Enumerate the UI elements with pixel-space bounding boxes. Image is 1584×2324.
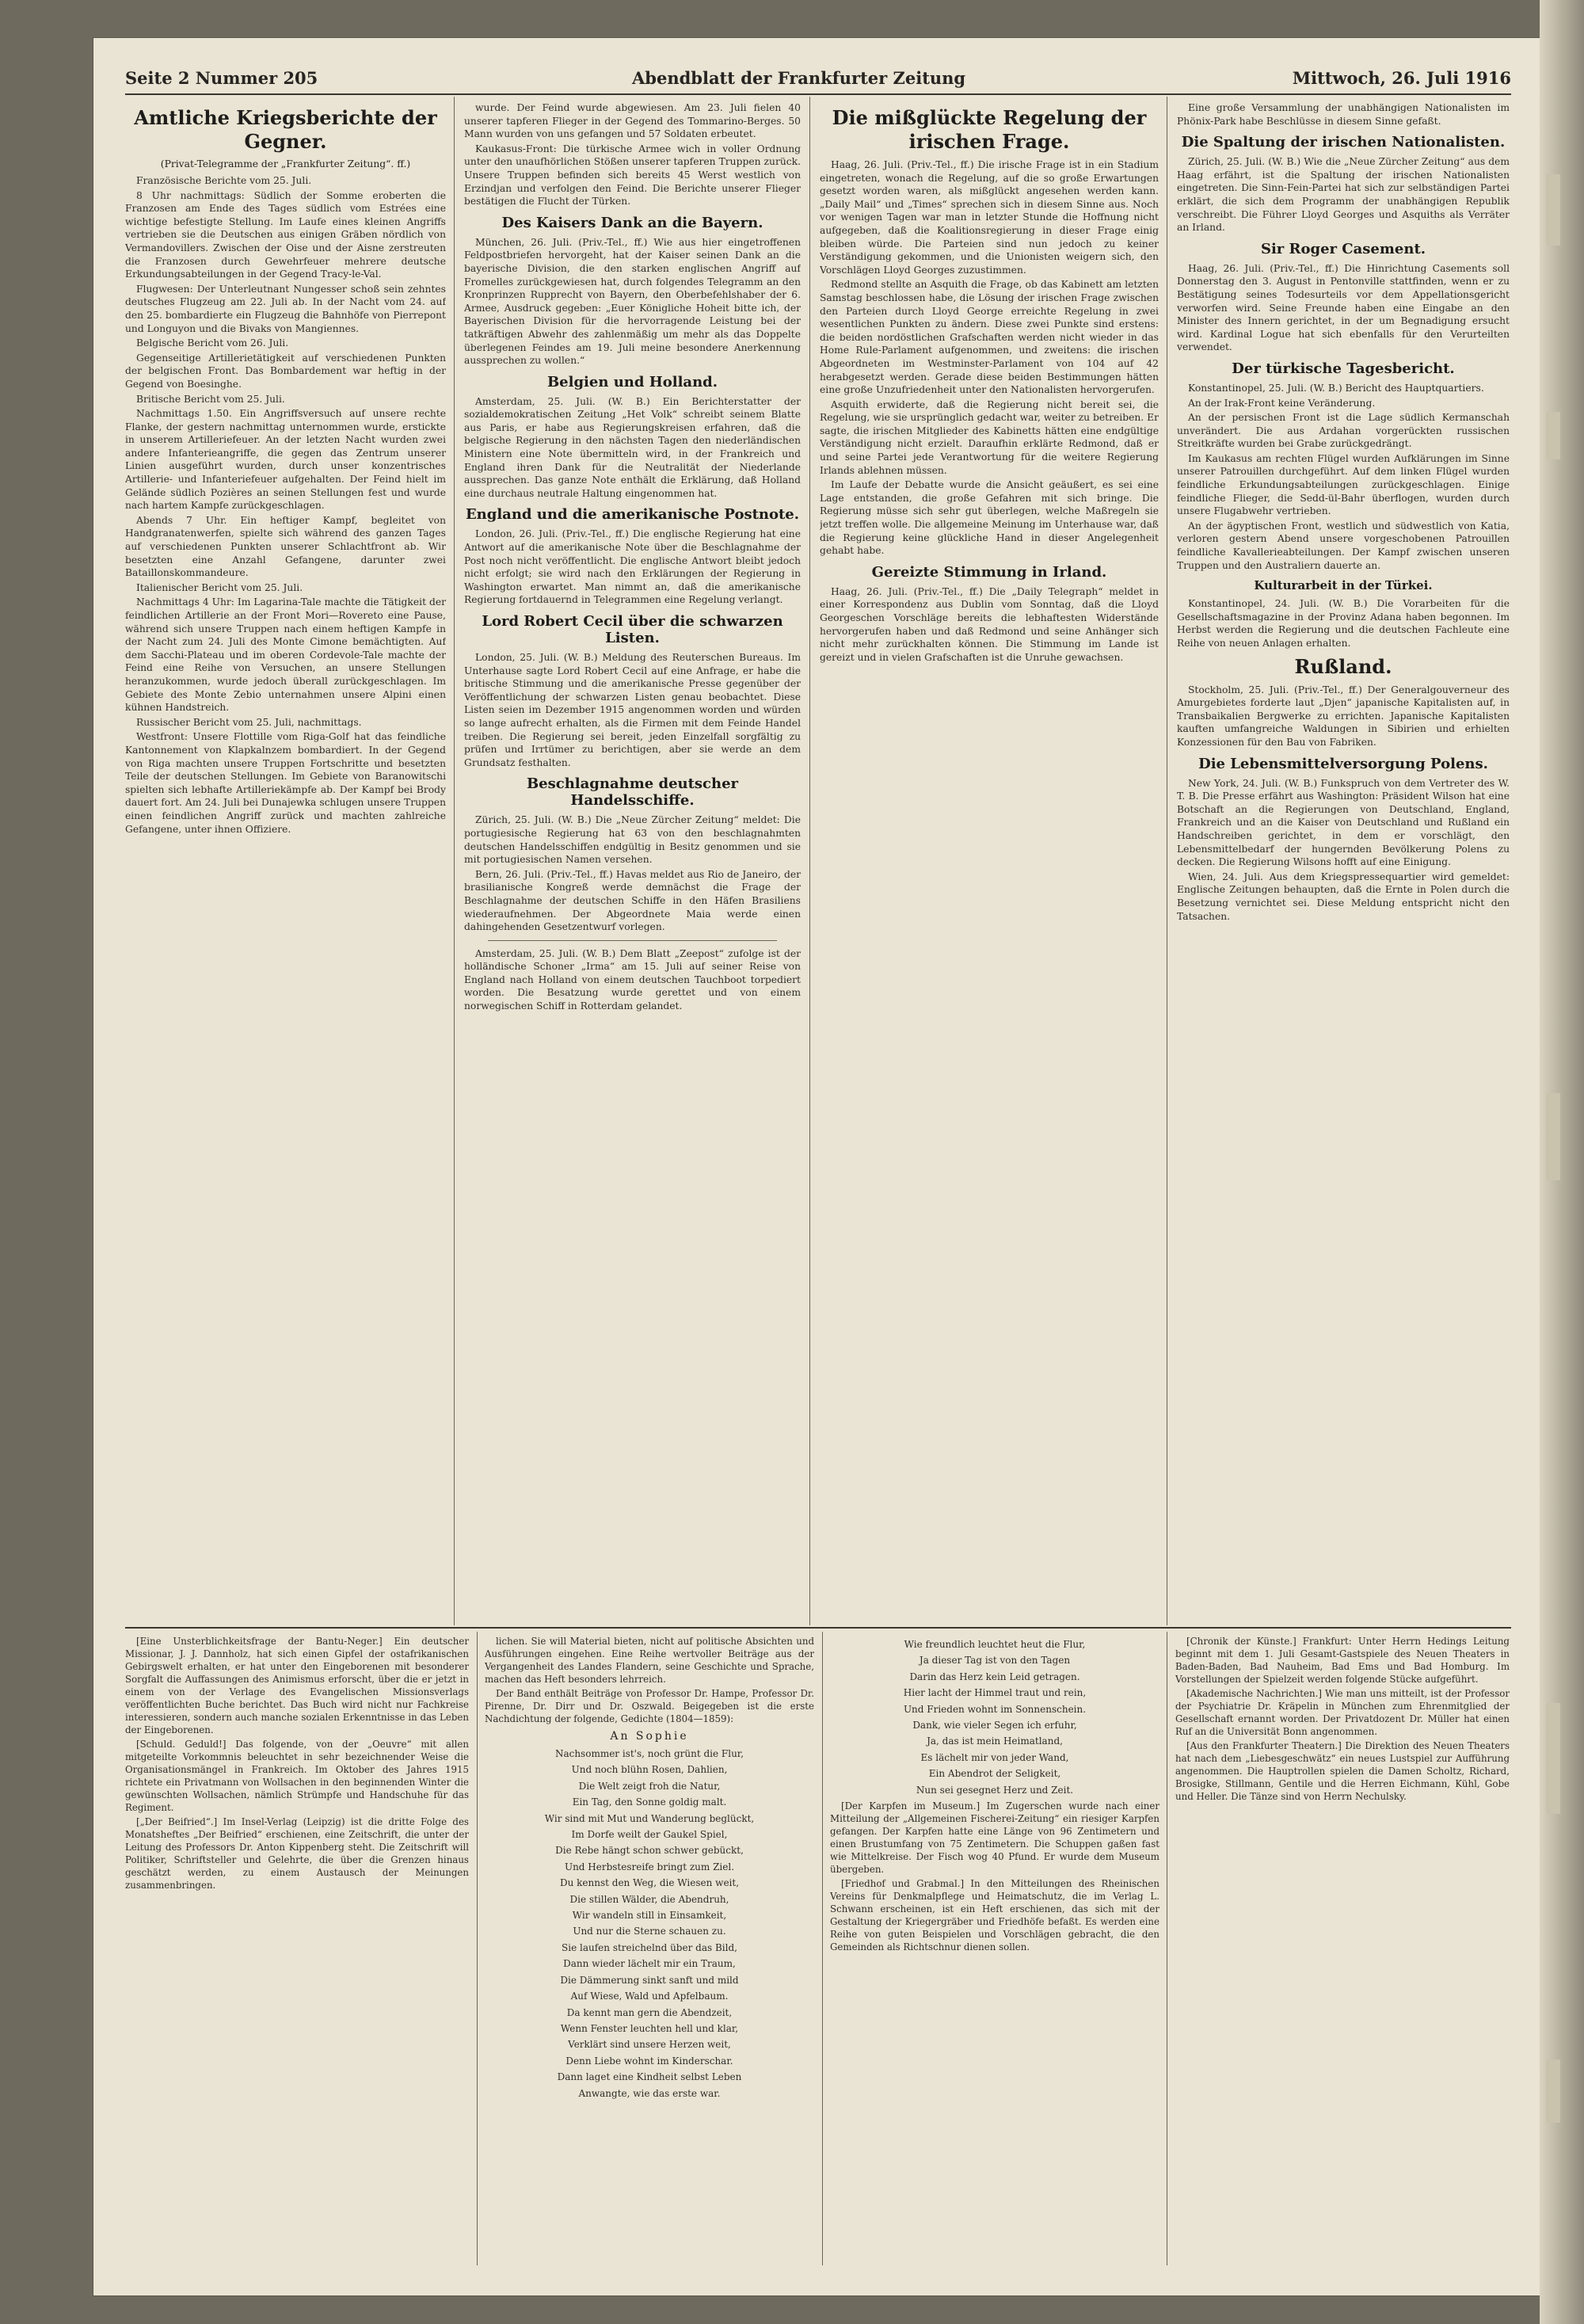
headline-casement: Sir Roger Casement.: [1260, 240, 1426, 257]
poem-line: Da kennt man gern die Abendzeit,: [566, 2006, 733, 2018]
poem-line: Die stillen Wälder, die Abendruh,: [569, 1893, 729, 1905]
headline-poland-food: Die Lebensmittelversorgung Polens.: [1198, 755, 1488, 772]
headline-england-postnote: England und die amerikanische Postnote.: [465, 506, 800, 524]
headline-nationalist-split: Die Spaltung der irischen Nationalisten.: [1181, 134, 1506, 151]
paragraph: Zürich, 25. Juli. (W. B.) Die „Neue Zürcher Zeitung“ meldet: Die portugiesische Regierung hat 63 von den beschlagnahmten deutschen Handelsschiffen endgültig in Besitz genommen und sie mit portugiesischen Namen versehen.: [464, 814, 801, 866]
column-rule: [477, 1632, 478, 2265]
paragraph: Eine große Versammlung der unabhängigen Nationalisten im Phönix-Park habe Beschlüsse in diesem Sinne gefaßt.: [1177, 102, 1510, 127]
column-rule: [454, 97, 455, 1625]
subheadline: (Privat-Telegramme der „Frankfurter Zeitung“. ff.): [160, 158, 411, 170]
paragraph: 8 Uhr nachmittags: Südlich der Somme eroberten die Franzosen am Ende des Tages südlich vom Estrées eine wichtige befestigte Stellung. Im Laufe eines kleinen Angriffs vertrieben sie die Deutschen aus einigen Gräben nördlich von Vermandovillers. Zwischen der Oise und der Aisne zerstreuten die Franzosen durch Gewehrfeuer mehrere deutsche Erkundungsabteilungen in der Gegend Tracy-le-Val.: [125, 189, 446, 280]
paragraph: Im Kaukasus am rechten Flügel wurden Aufklärungen im Sinne unserer Patrouillen durchgeführt. Auf dem linken Flügel wurden feindliche Erkundungsabteilungen zurückgeschlagen. Einige feindliche Flieger, die Sedd-ül-Bahr überflogen, wurden durch unsere Flugabwehr vertrieben.: [1177, 452, 1510, 517]
poem-line: Anwangte, wie das erste war.: [578, 2087, 721, 2099]
poem: [485, 1747, 814, 2100]
page-edge: [1540, 0, 1584, 2324]
paragraph: [Eine Unsterblichkeitsfrage der Bantu-Neger.] Ein deutscher Missionar, J. J. Dannholz, hat sich einen Gipfel der ostafrikanischen Gebirgswelt erhalten, er hat unter den Eingeborenen mit besonderer Sorgfalt die Auffassungen des Animismus erforscht, über die er jetzt in einem von der Verlage des Evangelischen Missionsverlags veröffentlichten Buche berichtet. Das Buch wird nicht nur Fachkreise interessieren, sondern auch manche sozialen Erkenntnisse in das Leben der Eingeborenen.: [125, 1636, 469, 1735]
feuilleton-column-4: [1175, 1635, 1510, 2261]
headline-war-reports: Amtliche Kriegsberichte der Gegner.: [134, 106, 437, 153]
paragraph: Konstantinopel, 24. Juli. (W. B.) Die Vorarbeiten für die Gesellschaftsmagazine in der Provinz Adana haben begonnen. Im Herbst werden die Regierung und die deutschen Fachleute eine Reihe von neuen Anlagen erhalten.: [1177, 598, 1510, 649]
paragraph: Britische Bericht vom 25. Juli.: [136, 393, 285, 405]
headline-irish-question: Die mißglückte Regelung der irischen Frage.: [832, 106, 1147, 153]
poem-line: Ja, das ist mein Heimatland,: [927, 1735, 1063, 1747]
poem-line: Ja dieser Tag ist von den Tagen: [919, 1655, 1071, 1667]
paragraph: New York, 24. Juli. (W. B.) Funkspruch von dem Vertreter des W. T. B. Die Presse erfährt aus Washington: Präsident Wilson hat eine Botschaft an die Regierungen von Deutschland, England, Frankreich und an die Kaiser von Deutschland und Rußland ein Handschreiben gerichtet, in dem er vorschlägt, den Lebensmittelbedarf der hungernden Bevölkerung Polens zu decken. Die Regierung Wilsons hofft auf eine Einigung.: [1177, 777, 1510, 868]
paragraph: Im Laufe der Debatte wurde die Ansicht geäußert, es sei eine Lage entstanden, die große Gefahren mit sich bringe. Die Regierung müsse sich sehr gut überlegen, welche Maßregeln sie jetzt treffen wolle. Die allgemeine Meinung im Unterhause war, daß die Regierung keine glückliche Hand in dieser Angelegenheit gehabt habe.: [820, 479, 1159, 557]
paragraph: lichen. Sie will Material bieten, nicht auf politische Absichten und Ausführungen eingehen. Eine Reihe wertvoller Beiträge aus der Vergangenheit des Landes Flandern, seine Geschichte und Sprache, machen das Heft besonders lehrreich.: [485, 1636, 814, 1685]
paragraph: An der ägyptischen Front, westlich und südwestlich von Katia, verloren gestern Abend unsere vorgeschobenen Patrouillen feindliche Kavallerieabteilungen. Der Kampf zwischen unseren Truppen und den Australiern dauerte an.: [1177, 520, 1510, 571]
feuilleton-rule: [125, 1627, 1511, 1629]
paragraph: Italienischer Bericht vom 25. Juli.: [136, 581, 303, 593]
paragraph: [Chronik der Künste.] Frankfurt: Unter Herrn Hedings Leitung beginnt mit dem 1. Juli Gesamt-Gastspiele des Neuen Theaters in Baden-Baden, Bad Nauheim, Bad Ems und Bad Homburg. Im Vorstellungen der Spielzeit werden folgende Stücke aufgeführt.: [1175, 1636, 1510, 1685]
paragraph: Westfront: Unsere Flottille vom Riga-Golf hat das feindliche Kantonnement von Klapkalnzem bombardiert. In der Gegend von Riga machten unsere Truppen Fortschritte und besetzten Teile der deutschen Stellungen. Im Gebiete von Baranowitschi spielten sich lebhafte Artilleriekämpfe ab. Der Kampf bei Brody dauert fort. Am 24. Juli bei Dunajewka schlugen unsere Truppen einen feindlichen Angriff zurück und machten zahlreiche Gefangene, unter ihnen Offiziere.: [125, 731, 446, 835]
poem-continued: [830, 1638, 1159, 1796]
poem-line: Dann laget eine Kindheit selbst Leben: [557, 2071, 742, 2083]
paragraph: Russischer Bericht vom 25. Juli, nachmittags.: [136, 716, 362, 728]
poem-line: Im Dorfe weilt der Gaukel Spiel,: [571, 1829, 728, 1841]
poem-line: Die Rebe hängt schon schwer gebückt,: [555, 1845, 744, 1857]
poem-line: Es lächelt mir von jeder Wand,: [920, 1751, 1069, 1763]
poem-line: Denn Liebe wohnt im Kinderschar.: [565, 2055, 733, 2067]
paragraph: [Der Karpfen im Museum.] Im Zugerschen wurde nach einer Mitteilung der „Allgemeinen Fischerei-Zeitung“ ein riesiger Karpfen gefangen. Der Karpfen hatte eine Länge von 96 Zentimetern und einen Brustumfang von 75 Zentimetern. Die Schuppen gaßen fast wie Mittelkreise. Der Fisch wog 40 Pfund. Er wurde dem Museum übergeben.: [830, 1800, 1159, 1876]
paragraph: [Friedhof und Grabmal.] In den Mitteilungen des Rheinischen Vereins für Denkmalpflege und Heimatschutz, die im Verlag L. Schwann erscheinen, ist ein Heft erschienen, das sich mit der Gestaltung der Kriegergräber und Friedhöfe befaßt. Es werden eine Reihe von guten Beispielen und Vorschlägen gebracht, die den Gemeinden als Richtschnur dienen sollen.: [830, 1878, 1159, 1953]
paragraph: Haag, 26. Juli. (Priv.-Tel., ff.) Die „Daily Telegraph“ meldet in einer Korrespondenz aus Dublin vom Sonntag, daß die Lloyd Georgeschen Vorschläge bereits die lebhaftesten Widerstände hervorgerufen haben und daß Redmond und seine Anhänger sich nicht mehr zurückhalten können. Die Stimmung im Lande ist gereizt und in vielen Grafschaften ist die Unruhe gewachsen.: [820, 585, 1159, 663]
poem-line: Sie laufen streichelnd über das Bild,: [562, 1941, 737, 1953]
poem-line: Dank, wie vieler Segen ich erfuhr,: [912, 1720, 1077, 1732]
poem-line: Und nur die Sterne schauen zu.: [573, 1926, 726, 1937]
poem-line: Nun sei gesegnet Herz und Zeit.: [916, 1784, 1074, 1796]
poem-line: Du kennst den Weg, die Wiesen weit,: [559, 1877, 740, 1889]
paragraph: Haag, 26. Juli. (Priv.-Tel., ff.) Die Hinrichtung Casements soll Donnerstag den 3. August in Pentonville stattfinden, wenn er zu Bestätigung seines Todesurteils vor dem Appellationsgericht verworfen wird. Seine Freunde haben eine Eingabe an den Minister des Innern gerichtet, in der um Begnadigung ersucht wird. Kardinal Logue hat sich ebenfalls für den Verurteilten verwendet.: [1177, 262, 1510, 353]
column-1: [125, 101, 446, 1622]
headline-turkish-report: Der türkische Tagesbericht.: [1232, 360, 1455, 377]
headline-irish-mood: Gereizte Stimmung in Irland.: [871, 563, 1107, 581]
feuilleton-column-2: [485, 1635, 814, 2261]
paragraph: Amsterdam, 25. Juli. (W. B.) Dem Blatt „Zeepost“ zufolge ist der holländische Schoner „Irma“ am 15. Juli auf seiner Reise von England nach Holland von einem deutschen Tauchboot torpediert worden. Die Besatzung wurde gerettet und von einem norwegischen Schiff in Rotterdam gelandet.: [464, 947, 801, 1012]
headline-ship-seizure: Beschlagnahme deutscher Handelsschiffe.: [526, 775, 739, 810]
page-number: Seite 2 Nummer 205: [125, 68, 318, 88]
paragraph: Flugwesen: Der Unterleutnant Nungesser schoß sein zehntes deutsches Flugzeug am 22. Juli ab. In der Nacht vom 24. auf den 25. bombardierte ein Flugzeug die Bahnhöfe von Pierrepont und Longuyon und die Bivaks von Mangiennes.: [125, 283, 446, 334]
poem-line: Wir wandeln still in Einsamkeit,: [572, 1910, 727, 1922]
paragraph: Konstantinopel, 25. Juli. (W. B.) Bericht des Hauptquartiers.: [1188, 382, 1484, 394]
poem-line: Die Welt zeigt froh die Natur,: [578, 1780, 721, 1792]
issue-date: Mittwoch, 26. Juli 1916: [1292, 68, 1511, 88]
poem-line: Und Herbstesreife bringt zum Ziel.: [564, 1861, 735, 1873]
poem-line: Und Frieden wohnt im Sonnenschein.: [903, 1703, 1087, 1715]
paragraph: Asquith erwiderte, daß die Regierung nicht bereit sei, die Regelung, wie sie ursprünglich gedacht war, weiter zu betreiben. Er sagte, die irischen Mitglieder des Kabinetts hätten eine endgültige Verständigung nicht erzielt. Daraufhin erklärte Redmond, daß er und seine Partei jede Verantwortung für die weitere Regierung Irlands ablehnen müssen.: [820, 398, 1159, 476]
paragraph: München, 26. Juli. (Priv.-Tel., ff.) Wie aus hier eingetroffenen Feldpostbriefen hervorgeht, hat der Kaiser seinen Dank an die bayerische Division, die den starken englischen Angriff auf Fromelles zurückgewiesen hat, durch folgendes Telegramm an den Kronprinzen Rupprecht von Bayern, den Oberbefehlshaber der 6. Armee, Ausdruck gegeben: „Euer Königliche Hoheit bitte ich, der Bayerischen Division für die hervorragende Leistung bei der tatkräftigen Abwehr des zahlenmäßig um mehr als das Doppelte überlegenen Feindes am 19. Juli meine besondere Anerkennung aussprechen zu wollen.“: [464, 236, 801, 367]
paragraph: Französische Berichte vom 25. Juli.: [136, 175, 312, 186]
paragraph: London, 25. Juli. (W. B.) Meldung des Reuterschen Bureaus. Im Unterhause sagte Lord Robert Cecil auf eine Anfrage, er habe die britische Stimmung und die amerikanische Presse gegenüber der Veröffentlichung der schwarzen Listen genau beobachtet. Diese Listen seien im Dezember 1915 angenommen worden und würden so lange aufrecht erhalten, als die Firmen mit dem Feinde Handel treiben. Die Regierung sei bereit, jeden Einzelfall sorgfältig zu prüfen und Irrtümer zu berichtigen, aber sie werde an dem Grundsatz festhalten.: [464, 652, 801, 768]
column-rule: [822, 1632, 823, 2265]
paragraph: [„Der Beifried“.] Im Insel-Verlag (Leipzig) ist die dritte Folge des Monatsheftes „Der Beifried“ erschienen, eine Zeitschrift, die unter der Leitung des Professors Dr. Anton Kippenberg steht. Die Zeitschrift will Politiker, Schriftsteller und Gelehrte, die über die Grenzen hinaus geschätzt werden, zu einem Austausch der Meinungen zusammenbringen.: [125, 1816, 469, 1891]
paragraph: Belgische Bericht vom 26. Juli.: [136, 337, 289, 349]
poem-line: Hier lacht der Himmel traut und rein,: [903, 1687, 1087, 1699]
poem-line: Nachsommer ist's, noch grünt die Flur,: [554, 1748, 744, 1759]
paragraph: Gegenseitige Artillerietätigkeit auf verschiedenen Punkten der belgischen Front. Das Bombardement war heftig in der Gegend von Boesinghe.: [125, 352, 446, 390]
column-rule: [809, 97, 810, 1625]
feuilleton-column-1: [125, 1635, 469, 2261]
column-2: [464, 101, 801, 1622]
headline-kaiser-thanks: Des Kaisers Dank an die Bayern.: [501, 214, 763, 231]
headline-belgium-holland: Belgien und Holland.: [546, 373, 718, 391]
headline-turkey-culture: Kulturarbeit in der Türkei.: [1254, 578, 1433, 593]
paragraph: Nachmittags 1.50. Ein Angriffsversuch auf unsere rechte Flanke, der gestern nachmittag unternommen wurde, erstickte in unserem Artilleriefeuer. An der letzten Nacht wurden zwei andere Infanterieangriffe, die gegen das Zentrum unserer Linien ausgeführt wurden, durch unser konzentrisches Artillerie- und Infanteriefeuer aufgehalten. Der Feind hielt im Gelände südlich Pozières an seinen Stellungen fest und wurde nach hartem Kampfe zurückgeschlagen.: [125, 408, 446, 512]
poem-line: Wie freundlich leuchtet heut die Flur,: [904, 1639, 1086, 1650]
paragraph: Redmond stellte an Asquith die Frage, ob das Kabinett am letzten Samstag beschlossen habe, die Lösung der irischen Frage zwischen den Parteien durch Lloyd George erreichte Regelung in zwei wesentlichen Punkten zu ändern. Diese zwei Punkte sind erstens: die beiden nordöstlichen Grafschaften werden nicht wieder in das Home Rule-Parlament aufgenommen, und zweitens: die irischen Abgeordneten im Westminster-Parlament von 104 auf 42 herabgesetzt werden. Gerade diese beiden Bestimmungen hätten eine große Unzufriedenheit unter den Nationalisten hervorgerufen.: [820, 279, 1159, 396]
masthead: [125, 62, 1511, 95]
paragraph: [Akademische Nachrichten.] Wie man uns mitteilt, ist der Professor der Psychiatrie Dr. Kräpelin in München zum Ehrenmitglied der Gesellschaft ernannt worden. Der Privatdozent Dr. Müller hat einen Ruf an die Universität Bonn angenommen.: [1175, 1688, 1510, 1737]
poem-line: Auf Wiese, Wald und Apfelbaum.: [570, 1991, 729, 2002]
poem-line: Ein Tag, den Sonne goldig malt.: [572, 1796, 727, 1808]
divider: [488, 940, 777, 941]
paragraph: Abends 7 Uhr. Ein heftiger Kampf, begleitet von Handgranatenwerfen, spielte sich während des ganzen Tages auf verschiedenen Punkten unserer Schlachtfront ab. Wir besetzten eine Anzahl Gefangene, darunter zwei Bataillonskommandeure.: [125, 514, 446, 579]
paragraph: Haag, 26. Juli. (Priv.-Tel., ff.) Die irische Frage ist in ein Stadium eingetreten, wonach die Regelung, auf die so große Erwartungen gesetzt worden waren, als mißglückt angesehen werden kann. „Daily Mail“ und „Times“ sprechen sich in diesem Sinne aus. Noch vor wenigen Tagen war man in letzter Stunde die Hoffnung nicht aufgegeben, daß die Koalitionsregierung in dieser Frage einig bleiben würde. Die Parteien sind nun jedoch zu keiner Verständigung gekommen, und die Unionisten weigern sich, den Vorschlägen Lloyd Georges zuzustimmen.: [820, 159, 1159, 276]
paragraph: Zürich, 25. Juli. (W. B.) Wie die „Neue Zürcher Zeitung“ aus dem Haag erfährt, ist die Spaltung der irischen Nationalisten eingetreten. Die Sinn-Fein-Partei hat sich zur selbständigen Partei erklärt, die sich dem Programm der unabhängigen Republik verschreibt. Die Führer Lloyd Georges und Asquiths als Verräter an Irland.: [1177, 156, 1510, 234]
paragraph: Wien, 24. Juli. Aus dem Kriegspressequartier wird gemeldet: Englische Zeitungen behaupten, daß die Ernte in Polen durch die Besetzung vernichtet sei. Diese Meldung entspricht nicht den Tatsachen.: [1177, 871, 1510, 922]
headline-russia: Rußland.: [1294, 654, 1392, 678]
poem-line: Darin das Herz kein Leid getragen.: [909, 1671, 1080, 1682]
column-4: [1177, 101, 1510, 1622]
paragraph: Bern, 26. Juli. (Priv.-Tel., ff.) Havas meldet aus Rio de Janeiro, der brasilianische Kongreß werde demnächst die Frage der Beschlagnahme der deutschen Schiffe in den Häfen Brasiliens wiederaufnehmen. Der Abgeordnete Maia werde einen dahingehenden Gesetzentwurf vorlegen.: [464, 868, 801, 933]
paragraph: Der Band enthält Beiträge von Professor Dr. Hampe, Professor Dr. Pirenne, Dr. Dirr und Dr. Oszwald. Beigegeben ist die erste Nachdichtung der folgende, Gedichte (1804—1859):: [485, 1688, 814, 1724]
poem-line: Verklärt sind unsere Herzen weit,: [568, 2039, 731, 2051]
paragraph: An der persischen Front ist die Lage südlich Kermanschah unverändert. Die aus Ardahan vorgerückten russischen Streitkräfte wurden bei Grabe zurückgedrängt.: [1177, 412, 1510, 450]
paragraph: [Aus den Frankfurter Theatern.] Die Direktion des Neuen Theaters hat nach dem „Liebesgeschwätz“ ein neues Lustspiel zur Aufführung angenommen. Die Hauptrollen spielen die Damen Scholtz, Richard, Brosigke, Stillmann, Gentile und die Herren Eichmann, Kühl, Gobe und Heller. Die Tänze sind von Herrn Nechulsky.: [1175, 1740, 1510, 1802]
poem-line: Ein Abendrot der Seligkeit,: [928, 1768, 1061, 1780]
paragraph: An der Irak-Front keine Veränderung.: [1188, 397, 1376, 409]
poem-line: Wenn Fenster leuchten hell und klar,: [560, 2022, 739, 2034]
feuilleton-column-3: [830, 1635, 1159, 2261]
newspaper-title: Abendblatt der Frankfurter Zeitung: [632, 68, 966, 88]
column-3: [820, 101, 1159, 1622]
headline-cecil-black-lists: Lord Robert Cecil über die schwarzen Listen.: [482, 613, 783, 646]
paragraph: Stockholm, 25. Juli. (Priv.-Tel., ff.) Der Generalgouverneur des Amurgebietes forderte laut „Djen“ japanische Kapitalisten auf, in Transbaikalien Bergwerke zu errichten. Japanische Kapitalisten kauften umfangreiche Waldungen in Sibirien und erhielten Konzessionen für den Bau von Fabriken.: [1177, 684, 1510, 748]
paragraph: Kaukasus-Front: Die türkische Armee wich in voller Ordnung unter den unaufhörlichen Stößen unserer tapferen Truppen zurück. Unsere Truppen befinden sich bereits 45 Werst westlich von Erzindjan und verfolgen den Feind. Die Berichte unserer Flieger bestätigen die Flucht der Türken.: [464, 143, 801, 208]
paragraph: London, 26. Juli. (Priv.-Tel., ff.) Die englische Regierung hat eine Antwort auf die amerikanische Note über die Beschlagnahme der Post noch nicht veröffentlicht. Die englische Antwort bleibt jedoch nicht erfolgt; sie wird nach den Erklärungen der Regierung in Washington erwartet. Man nimmt an, daß die amerikanische Regierung fortdauernd in Telegrammen eine Regelung verlangt.: [464, 528, 801, 606]
poem-line: Dann wieder lächelt mir ein Traum,: [563, 1958, 736, 1970]
paragraph: Amsterdam, 25. Juli. (W. B.) Ein Berichterstatter der sozialdemokratischen Zeitung „Het Volk“ schreibt seinem Blatte aus Paris, er habe aus Regierungskreisen erfahren, daß die belgische Regierung in den nächsten Tagen den niederländischen Ministern eine Note übermitteln wird, in der Frankreich und England ihren Dank für die Neutralität der Niederlande aussprechen. Das ganze Note enthält die Erklärung, daß Holland eine durchaus neutrale Haltung eingenommen hat.: [464, 395, 801, 499]
paragraph: [Schuld. Geduld!] Das folgende, von der „Oeuvre“ mit allen mitgeteilte Vorkommnis beleuchtet in sehr bezeichnender Weise die Organisationsmängel in Frankreich. Im Oktober des Jahres 1915 richtete ein Privatmann von Wollsachen in den beginnenden Winter die gewünschten Wollsachen, nämlich Strümpfe und Handschuhe für das Regiment.: [125, 1739, 469, 1813]
paragraph: wurde. Der Feind wurde abgewiesen. Am 23. Juli fielen 40 unserer tapferen Flieger in der Gegend des Tommarino-Berges. 50 Mann wurden von uns gefangen und 57 Soldaten erbeutet.: [464, 102, 801, 140]
poem-line: Die Dämmerung sinkt sanft und mild: [560, 1974, 739, 1986]
newspaper-page: [93, 38, 1540, 2295]
poem-title: An Sophie: [610, 1730, 689, 1743]
poem-line: Und noch blühn Rosen, Dahlien,: [571, 1764, 728, 1776]
poem-line: Wir sind mit Mut und Wanderung beglückt,: [544, 1812, 755, 1824]
paragraph: Nachmittags 4 Uhr: Im Lagarina-Tale machte die Tätigkeit der feindlichen Artillerie an der Front Mori—Rovereto eine Pause, während sich unsere Truppen nach einem heftigen Kampfe in der Nacht zum 24. Juli des Monte Cimone bemächtigten. Auf dem Sacchi-Plateau und im oberen Cordevole-Tale machte der Feind eine Reihe von Versuchen, an unsere Stellungen heranzukommen, wurde jedoch überall zurückgeschlagen. Im Gebiete des Monte Zebio unternahmen unsere Alpini einen kühnen Handstreich.: [125, 596, 446, 714]
